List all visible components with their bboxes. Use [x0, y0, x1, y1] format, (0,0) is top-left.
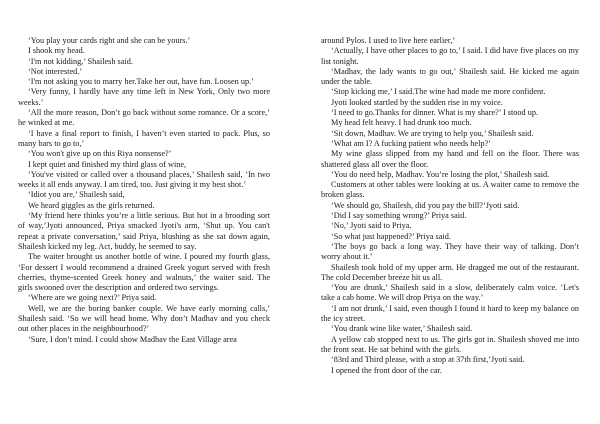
paragraph: ‘No,’ Jyoti said to Priya.	[331, 221, 412, 231]
paragraph: ‘I am not drunk,’ I said, even though I found it hard to keep my balance on the icy street.	[321, 303, 579, 324]
paragraph: ‘Madhav, the lady wants to go out,’ Shailesh said. He kicked me again under the table.	[321, 66, 579, 87]
paragraph: ‘You play your cards right and she can be yours.’	[28, 36, 191, 45]
paragraph: I kept quiet and finished my third glass of wine,	[28, 159, 187, 169]
paragraph: Shailesh took hold of my upper arm. He dragged me out of the restaurant. The cold December breeze hit us all.	[321, 262, 579, 282]
paragraph: ‘You drank wine like water,’ Shailesh said.	[331, 324, 473, 334]
paragraph: ‘Actually, I have other places to go to,’ I said. I did have five places on my list tonight.	[321, 46, 579, 66]
paragraph: ‘I'm not asking you to marry her.Take her out, have fun. Loosen up.’	[28, 77, 254, 87]
paragraph: ‘Stop kicking me,’ I said.The wine had made me more confident.	[331, 87, 546, 97]
paragraph: ‘All the more reason, Don’t go back without some romance. Or a score,’ he winked at me.	[18, 108, 270, 128]
paragraph: We heard giggles as the girls returned.	[28, 200, 155, 210]
paragraph: ‘Not interested.’	[28, 66, 83, 76]
paragraph: ‘Did I say something wrong?’ Priya said.	[331, 211, 467, 221]
paragraph: Customers at other tables were looking at us. A waiter came to remove the broken glass.	[321, 180, 579, 200]
paragraph: ‘What am I? A fucking patient who needs help?’	[331, 138, 491, 148]
paragraph: ‘I have a final report to finish, I haven’t even started to pack. Plus, so many bars to go to,’	[18, 128, 270, 148]
right-page	[321, 36, 579, 424]
paragraph: ‘My friend here thinks you’re a little serious. But hot in a brooding sort of way,’Jyoti announced, Priya smacked Jyoti's arm, ‘Shut up. You can't repeat a private conversation,’ said Priya, blushing as she sat down again, Shailesh kicked my leg. Act, buddy, he seemed to say.	[18, 211, 270, 251]
paragraph: ‘You are drunk,’ Shailesh said in a slow, deliberately calm voice. ‘Let's take a cab home. We will drop Priya on the way.’	[321, 283, 579, 303]
paragraph: ‘We should go, Shailesh, did you pay the bill?’Jyoti said.	[331, 200, 520, 210]
paragraph: ‘Very funny, I hardly have any time left in New York, Only two more weeks.’	[18, 87, 270, 107]
paragraph: Jyoti looked startled by the sudden rise in my voice.	[331, 97, 503, 107]
paragraph: The waiter brought us another bottle of wine. I poured my fourth glass, ‘For dessert I would recommend a drained Greek yogurt served with fresh cherries, thyme-scented Greek honey and walnuts,’ the waiter said. The girls swooned over the description and ordered two servings.	[18, 252, 270, 293]
paragraph: ‘Where are we going next?’ Priya said.	[28, 293, 157, 303]
paragraph: ‘I need to go.Thanks for dinner. What is my share?’ I stood up.	[331, 108, 539, 118]
paragraph: ‘So what just happened?’ Priya said.	[331, 231, 451, 241]
paragraph: A yellow cab stopped next to us. The girls got in. Shailesh shoved me into the front seat. He sat behind with the girls.	[321, 334, 579, 354]
paragraph: ‘I'm not kidding,’ Shailesh said.	[28, 56, 133, 66]
paragraph: Well, we are the boring banker couple. We have early morning calls,’ Shailesh said. ‘So we will head home. Why don’t Madhav and you check out other places in the neighbourhood?’	[18, 303, 270, 334]
paragraph: ‘You've visited or called over a thousand places,’ Shailesh said, ‘In two weeks it all ends anyway. I am tired, too. Just giving it my best shot.’	[18, 169, 270, 190]
paragraph: ‘You won't give up on this Riya nonsense?’	[28, 149, 172, 159]
paragraph: My wine glass slipped from my hand and fell on the floor. There was shattered glass all over the floor.	[321, 149, 579, 169]
paragraph: I shook my head.	[28, 46, 85, 56]
paragraph: ‘Idiot you are,’ Shailesh said,	[28, 190, 125, 200]
paragraph: ‘Sit down, Madhav. We are trying to help you,’ Shailesh said.	[331, 128, 534, 138]
paragraph: I opened the front door of the car.	[331, 365, 442, 375]
left-page	[18, 36, 270, 424]
paragraph: My head felt heavy. I had drunk too much.	[331, 118, 472, 128]
paragraph: ‘The boys go back a long way. They have their way of talking. Don’t worry about it.’	[321, 241, 579, 262]
paragraph: ‘83rd and Third please, with a stop at 37th first,’Jyoti said.	[331, 355, 525, 365]
paragraph: around Pylos. I used to live here earlier,’	[321, 36, 456, 45]
paragraph: ‘You do need help, Madhav. You’re losing the plot,’ Shailesh said.	[331, 169, 550, 179]
paragraph: ‘Sure, I don’t mind. I could show Madhav the East Village area	[28, 334, 237, 344]
